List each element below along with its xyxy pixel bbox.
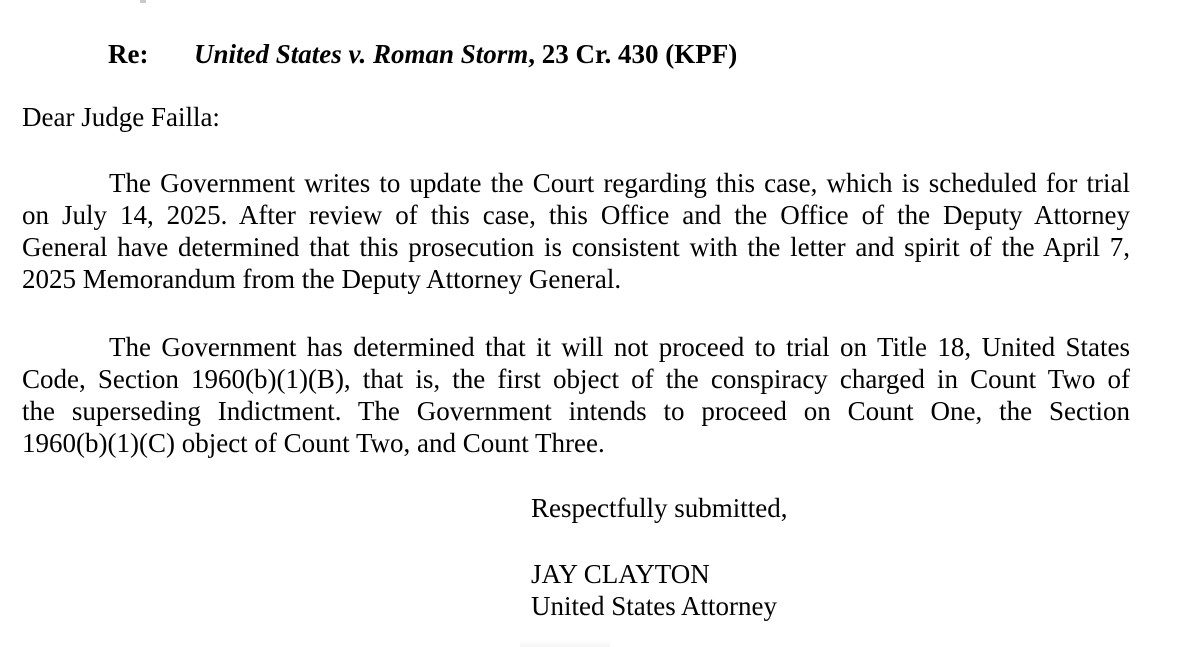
paragraph-line: The Government has determined that it will not proceed to trial on Title 18, United States: [109, 332, 1130, 362]
body-paragraph-2: [22, 331, 1130, 459]
paragraph-line: General have determined that this prosecution is consistent with the letter and spirit of the April 7,: [22, 232, 1130, 262]
closing: Respectfully submitted,: [531, 493, 788, 523]
paragraph-line: Code, Section 1960(b)(1)(B), that is, the first object of the conspiracy charged in Count Two of: [22, 364, 1130, 394]
re-line: [108, 38, 737, 70]
salutation: Dear Judge Failla:: [22, 102, 220, 132]
body-paragraph-1: [22, 167, 1130, 295]
re-label: Re:: [108, 39, 149, 69]
paragraph-line: 1960(b)(1)(C) object of Count Two, and Count Three.: [22, 428, 605, 458]
scan-artifact: [140, 0, 146, 3]
paragraph-line: The Government writes to update the Court regarding this case, which is scheduled for trial: [109, 168, 1130, 198]
signer-title: United States Attorney: [531, 591, 777, 621]
paragraph-line: the superseding Indictment. The Government intends to proceed on Count One, the Section: [22, 396, 1130, 426]
case-number: , 23 Cr. 430 (KPF): [528, 39, 738, 69]
paragraph-line: on July 14, 2025. After review of this case, this Office and the Office of the Deputy Attorney: [22, 200, 1130, 230]
case-name: United States v. Roman Storm: [194, 39, 529, 69]
signature-block: [531, 558, 777, 622]
paragraph-line: 2025 Memorandum from the Deputy Attorney General.: [22, 264, 622, 294]
scan-artifact: [520, 640, 610, 647]
signer-name: JAY CLAYTON: [531, 559, 710, 589]
